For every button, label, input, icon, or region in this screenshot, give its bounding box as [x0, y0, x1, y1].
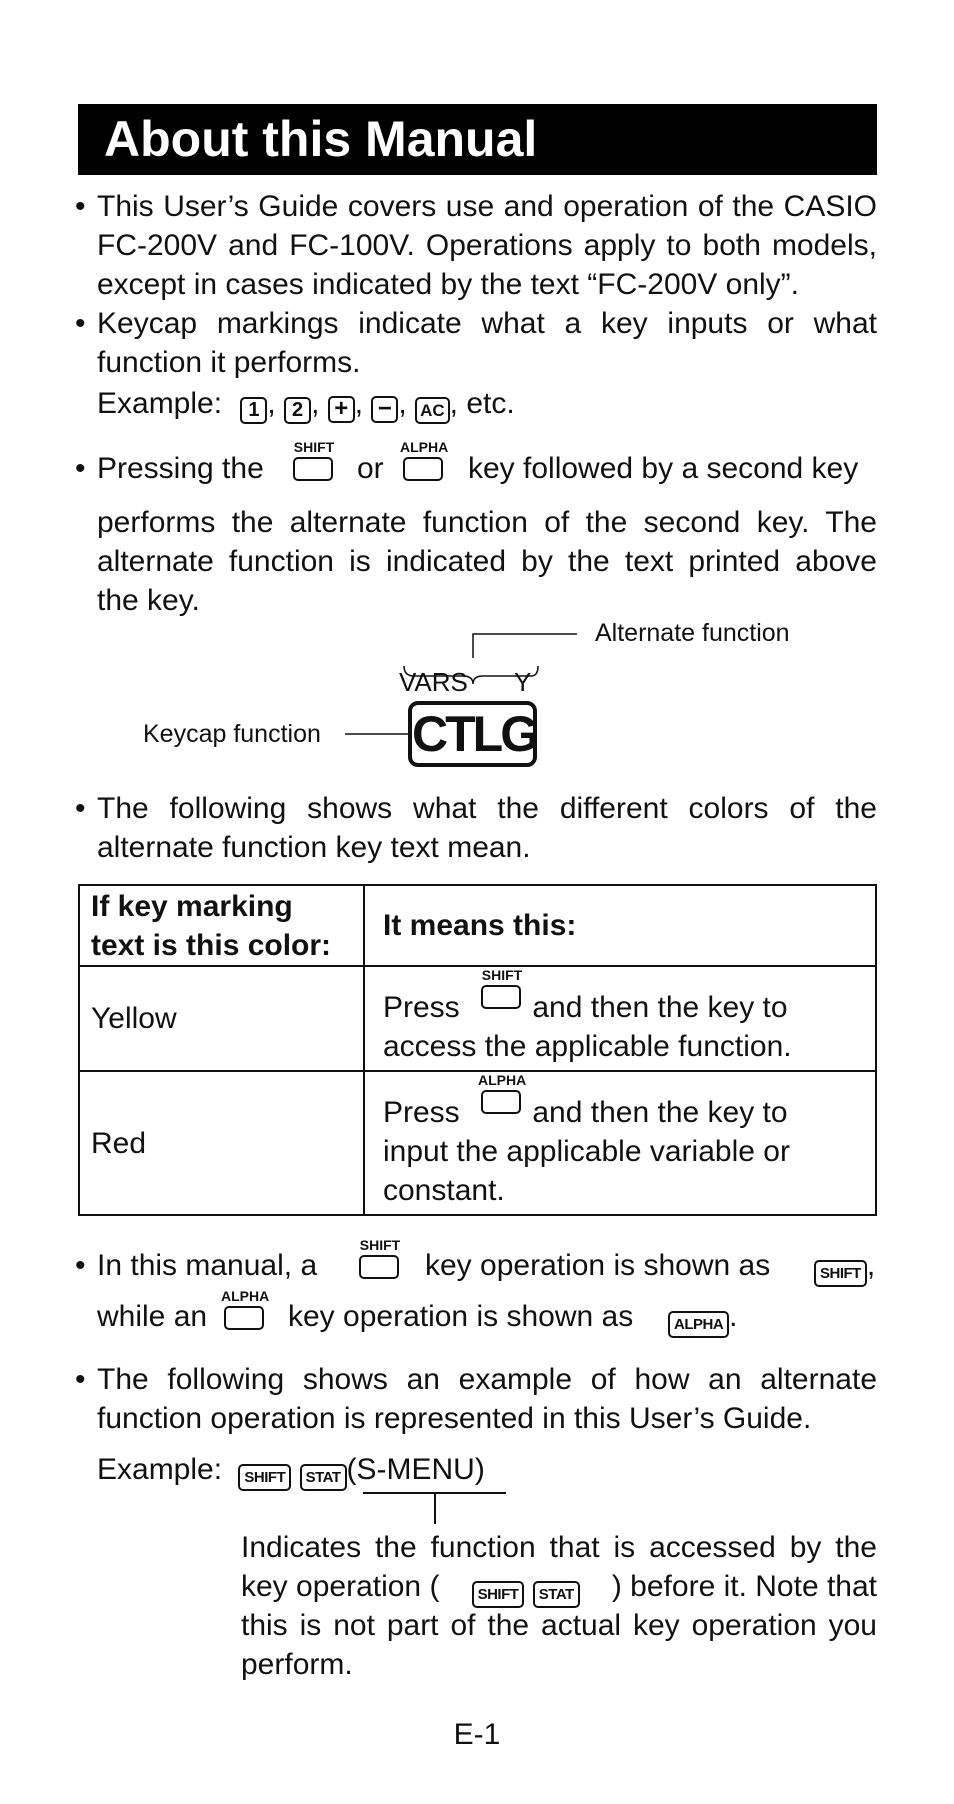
alpha-key-label: ALPHA [400, 439, 449, 455]
smenu-text: (S-MENU) [346, 1453, 485, 1486]
stat-key-small-icon: STAT [533, 1581, 580, 1608]
bullet-marker: • [75, 792, 86, 825]
table-row [79, 1071, 876, 1215]
shift-key-icon: SHIFT [356, 1238, 404, 1284]
bullet-5-shift-ref: SHIFT , [814, 1246, 875, 1287]
key-1-icon: 1 [240, 397, 267, 424]
vars-label: VARS [399, 667, 468, 697]
table-header-row [79, 885, 876, 966]
bullet-5-b: key operation is shown as [425, 1249, 771, 1282]
ac-key-icon: AC [415, 397, 450, 424]
bullet-5-a: In this manual, a [97, 1249, 318, 1282]
shift-key-small-icon: SHIFT [238, 1464, 291, 1491]
table-header-color: If key marking text is this color: [79, 885, 364, 966]
minus-key-icon: − [371, 396, 398, 423]
alpha-key-icon: ALPHA [478, 1073, 526, 1119]
note-line-1: Indicates the function that is accessed by the [241, 1531, 877, 1564]
alpha-key-small-icon: ALPHA [668, 1311, 729, 1338]
page-number: E-1 [453, 1718, 501, 1751]
table-cell-color: Red [79, 1071, 364, 1215]
shift-key-small-icon: SHIFT [814, 1260, 867, 1287]
key-2-icon: 2 [284, 397, 311, 424]
alternate-function-label: Alternate function [595, 619, 790, 647]
bullet-1-line-2: FC-200V and FC-100V. Operations apply to both models, [97, 229, 877, 262]
table-header-meaning: It means this: [364, 885, 876, 966]
table-cell-color: Yellow [79, 966, 364, 1071]
bullet-marker: • [75, 307, 86, 340]
bullet-6-line-2: function operation is represented in this User’s Guide. [97, 1402, 812, 1435]
shift-key-small-icon: SHIFT [472, 1581, 525, 1608]
bullet-marker: • [75, 1363, 86, 1396]
bullet-2-line-2: function it performs. [97, 346, 361, 379]
etc-text: , etc. [449, 387, 515, 420]
example-label: Example: [97, 1453, 223, 1486]
bullet-4-line-2: alternate function key text mean. [97, 831, 531, 864]
ctlg-key-text: CTLG [412, 706, 537, 762]
table-cell-meaning: Press and then the key to ALPHA input the applicable variable or constant. [364, 1071, 876, 1215]
note-line-4: perform. [241, 1648, 353, 1681]
bullet-4-line-1: The following shows what the different colors of the [97, 792, 877, 825]
key-figure-leaders [0, 0, 954, 800]
table-row [79, 966, 876, 1071]
bullet-5-alpha-ref: ALPHA . [668, 1297, 738, 1338]
bullet-6-line-1: The following shows an example of how an alternate [97, 1363, 877, 1396]
stat-key-small-icon: STAT [300, 1464, 347, 1491]
alpha-key-icon: ALPHA [221, 1289, 269, 1335]
y-label: Y [514, 667, 532, 697]
bullet-3-pressing: Pressing the [97, 452, 264, 485]
shift-key-label: SHIFT [293, 439, 335, 455]
bullet-marker: • [75, 190, 86, 223]
keycap-function-label: Keycap function [143, 720, 321, 748]
example-label: Example: [97, 387, 223, 420]
note-line-3: this is not part of the actual key operation you [241, 1609, 877, 1642]
note-line-2: key operation ( SHIFT STAT ) before it. Note that [241, 1567, 877, 1608]
bullet-3-tail: key followed by a second key [468, 452, 859, 485]
bullet-marker: • [75, 1249, 86, 1282]
plus-key-icon: + [328, 396, 355, 423]
bullet-2-line-1: Keycap markings indicate what a key inputs or what [97, 307, 877, 340]
bullet-5-c: while an [97, 1300, 208, 1333]
bullet-3-line-3: alternate function is indicated by the text printed above [97, 545, 877, 578]
bullet-1-line-3: except in cases indicated by the text “FC-200V only”. [97, 268, 800, 301]
bullet-1-line-1: This User’s Guide covers use and operation of the CASIO [97, 190, 877, 223]
bullet-3-line-2: performs the alternate function of the second key. The [97, 506, 877, 539]
shift-key-icon: SHIFT [478, 968, 526, 1014]
color-meaning-table [78, 884, 877, 1216]
bullet-3-line-4: the key. [97, 584, 200, 617]
bullet-2-example: Example: 1 , 2 , + , − , AC , etc. [97, 387, 515, 422]
table-cell-meaning: Press and then the key to SHIFT access the applicable function. [364, 966, 876, 1071]
bullet-3-or: or [357, 452, 384, 485]
bullet-marker: • [75, 452, 86, 485]
bullet-5-d: key operation is shown as [288, 1300, 634, 1333]
page-title: About this Manual [78, 104, 877, 175]
